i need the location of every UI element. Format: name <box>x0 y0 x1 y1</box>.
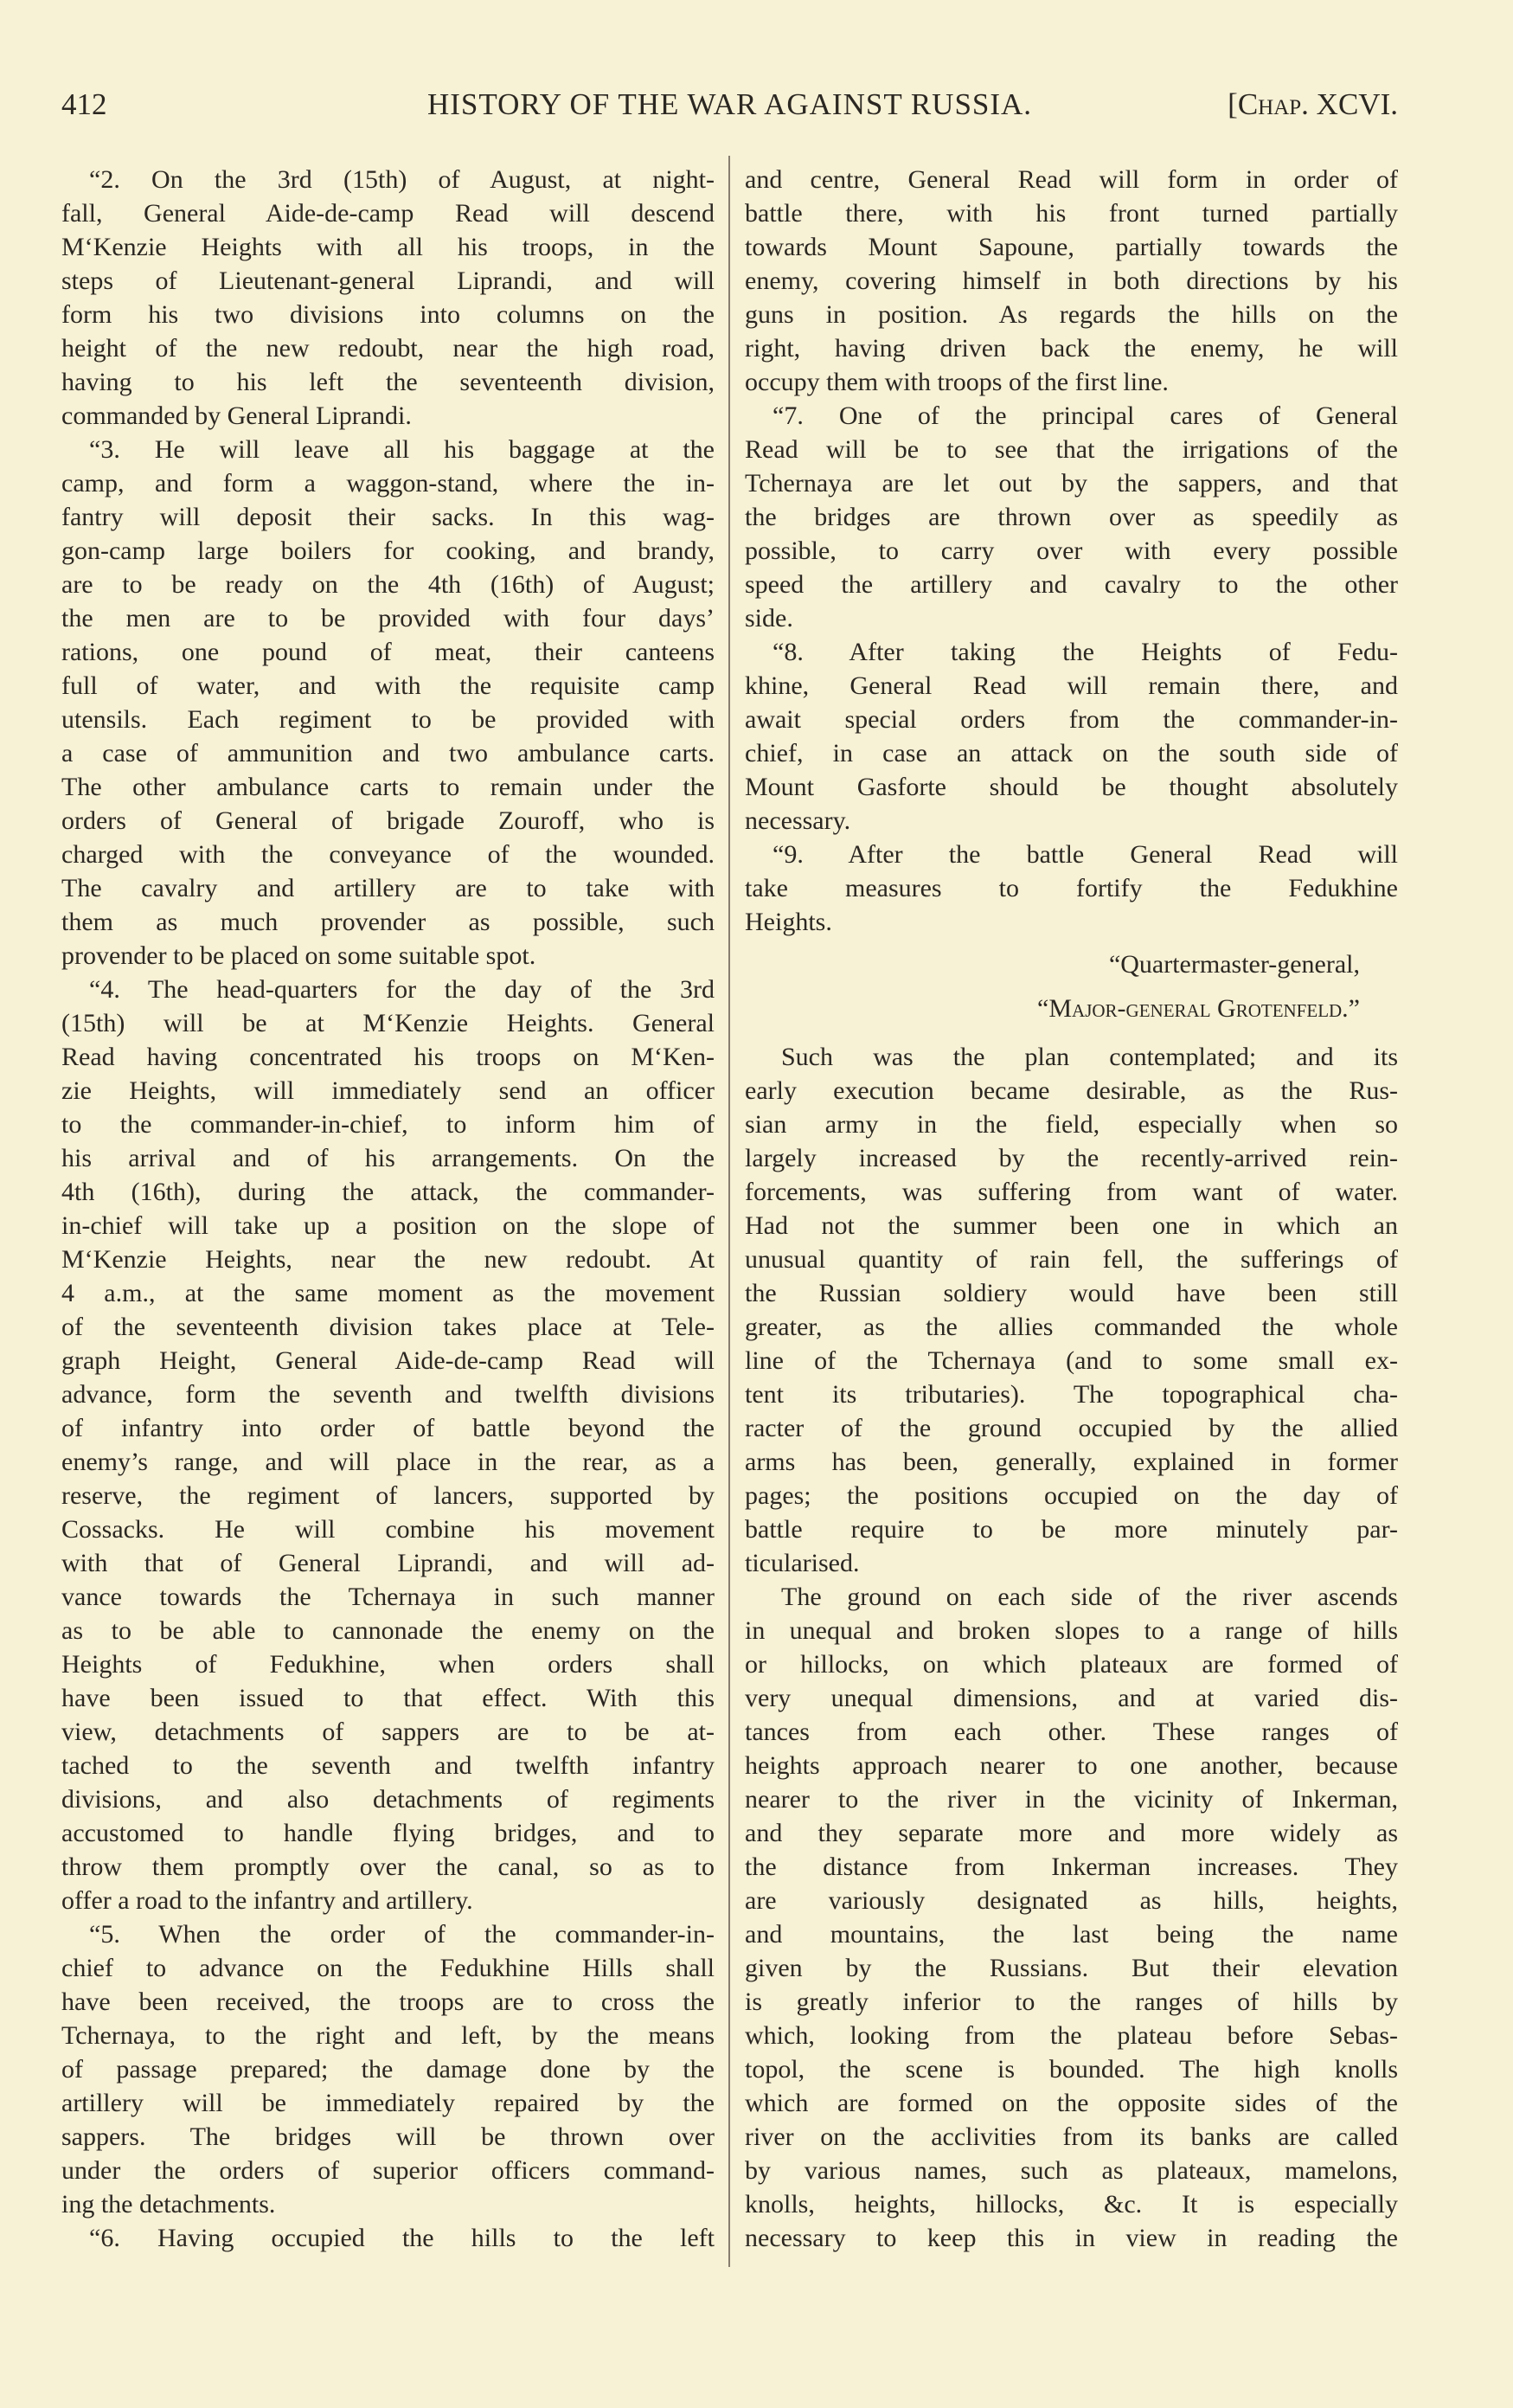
text-line: very unequal dimensions, and at varied dis- <box>745 1684 1398 1712</box>
signature-block <box>745 942 1398 1031</box>
text-line: The cavalry and artillery are to take with <box>61 874 715 902</box>
text-line: “9. After the battle General Read will <box>773 840 1398 869</box>
text-line: occupy them with troops of the first line. <box>745 368 1169 396</box>
text-line: to the commander-in-chief, to inform him of <box>61 1110 715 1139</box>
text-line: vance towards the Tchernaya in such manner <box>61 1583 715 1611</box>
text-line: forcements, was suffering from want of water. <box>745 1178 1398 1206</box>
signature-title: “Quartermaster-general, <box>1108 950 1360 979</box>
text-line: a case of ammunition and two ambulance carts. <box>61 739 715 767</box>
orders-continued <box>745 163 1398 939</box>
text-line: greater, as the allies commanded the whole <box>745 1313 1398 1341</box>
text-line: “4. The head-quarters for the day of the 3rd <box>89 975 715 1004</box>
text-line: as to be able to cannonade the enemy on the <box>61 1616 715 1645</box>
text-line: Read having concentrated his troops on M‘Ken- <box>61 1043 715 1071</box>
text-line: enemy’s range, and will place in the rear, as a <box>61 1448 715 1476</box>
text-line: early execution became desirable, as the Rus- <box>745 1076 1398 1105</box>
paragraph <box>745 1580 1398 2255</box>
text-line: with that of General Liprandi, and will ad- <box>61 1549 715 1577</box>
chapter-label: [Chap. XCVI. <box>1228 87 1398 121</box>
paragraph <box>61 163 715 433</box>
text-line: fantry will deposit their sacks. In this wag- <box>61 503 715 531</box>
text-line: gon-camp large boilers for cooking, and brandy, <box>61 536 715 565</box>
text-line: artillery will be immediately repaired by the <box>61 2089 715 2117</box>
text-line: tent its tributaries). The topographical cha- <box>745 1380 1398 1409</box>
text-line: chief, in case an attack on the south side of <box>745 739 1398 767</box>
text-line: utensils. Each regiment to be provided with <box>61 705 715 734</box>
text-line: await special orders from the commander-in- <box>745 705 1398 734</box>
text-line: battle require to be more minutely par- <box>745 1515 1398 1544</box>
text-line: is greatly inferior to the ranges of hills by <box>745 1987 1398 2016</box>
text-line: zie Heights, will immediately send an officer <box>61 1076 715 1105</box>
text-line: which are formed on the opposite sides of the <box>745 2089 1398 2117</box>
text-line: commanded by General Liprandi. <box>61 401 412 430</box>
text-line: “8. After taking the Heights of Fedu- <box>773 638 1398 666</box>
text-line: battle there, with his front turned partially <box>745 199 1398 228</box>
text-line: full of water, and with the requisite camp <box>61 671 715 700</box>
text-line: “3. He will leave all his baggage at the <box>89 435 715 464</box>
column-divider <box>728 156 730 2267</box>
text-line: The other ambulance carts to remain under the <box>61 773 715 801</box>
text-line: pages; the positions occupied on the day of <box>745 1481 1398 1510</box>
text-line: charged with the conveyance of the wounded. <box>61 840 715 869</box>
text-line: his arrival and of his arrangements. On the <box>61 1144 715 1172</box>
paragraph <box>61 973 715 1917</box>
text-line: the distance from Inkerman increases. They <box>745 1853 1398 1881</box>
text-line: The ground on each side of the river ascends <box>781 1583 1398 1611</box>
text-line: having to his left the seventeenth division, <box>61 368 715 396</box>
paragraph <box>745 399 1398 635</box>
text-line: 4th (16th), during the attack, the commander- <box>61 1178 715 1206</box>
page-number: 412 <box>61 87 107 121</box>
paragraph <box>745 1040 1398 1580</box>
text-line: fall, General Aide-de-camp Read will descend <box>61 199 715 228</box>
running-title: HISTORY OF THE WAR AGAINST RUSSIA. <box>426 87 1033 121</box>
text-line: tached to the seventh and twelfth infantry <box>61 1751 715 1780</box>
text-line: arms has been, generally, explained in former <box>745 1448 1398 1476</box>
text-line: ing the detachments. <box>61 2190 276 2219</box>
text-line: and centre, General Read will form in order of <box>745 165 1398 194</box>
text-line: and mountains, the last being the name <box>745 1920 1398 1949</box>
paragraph <box>745 163 1398 399</box>
text-line: possible, to carry over with every possible <box>745 536 1398 565</box>
text-line: and they separate more and more widely as <box>745 1819 1398 1847</box>
text-line: 4 a.m., at the same moment as the movement <box>61 1279 715 1307</box>
text-line: chief to advance on the Fedukhine Hills shall <box>61 1954 715 1982</box>
text-line: speed the artillery and cavalry to the other <box>745 570 1398 599</box>
text-line: provender to be placed on some suitable spot. <box>61 941 536 970</box>
right-column <box>745 163 1398 2255</box>
text-line: Tchernaya, to the right and left, by the means <box>61 2021 715 2050</box>
text-line: river on the acclivities from its banks are called <box>745 2122 1398 2151</box>
text-line: line of the Tchernaya (and to some small ex- <box>745 1346 1398 1375</box>
text-line: are to be ready on the 4th (16th) of August; <box>61 570 715 599</box>
text-line: (15th) will be at M‘Kenzie Heights. General <box>61 1009 715 1037</box>
text-line: Heights of Fedukhine, when orders shall <box>61 1650 715 1679</box>
text-line: advance, form the seventh and twelfth divisions <box>61 1380 715 1409</box>
text-line: “2. On the 3rd (15th) of August, at night- <box>89 165 715 194</box>
text-line: tances from each other. These ranges of <box>745 1718 1398 1746</box>
text-line: the bridges are thrown over as speedily as <box>745 503 1398 531</box>
text-line: necessary to keep this in view in reading the <box>745 2224 1398 2252</box>
text-line: M‘Kenzie Heights with all his troops, in the <box>61 233 715 261</box>
text-line: have been received, the troops are to cross the <box>61 1987 715 2016</box>
paragraph <box>61 433 715 973</box>
text-line: knolls, heights, hillocks, &c. It is especially <box>745 2190 1398 2219</box>
text-line: sappers. The bridges will be thrown over <box>61 2122 715 2151</box>
text-line: nearer to the river in the vicinity of Inkerman, <box>745 1785 1398 1814</box>
text-line: orders of General of brigade Zouroff, who is <box>61 806 715 835</box>
text-line: topol, the scene is bounded. The high knolls <box>745 2055 1398 2084</box>
paragraph <box>745 635 1398 838</box>
text-line: guns in position. As regards the hills on the <box>745 300 1398 329</box>
text-line: of infantry into order of battle beyond the <box>61 1414 715 1442</box>
text-line: unusual quantity of rain fell, the sufferings of <box>745 1245 1398 1274</box>
text-line: divisions, and also detachments of regiments <box>61 1785 715 1814</box>
text-line: height of the new redoubt, near the high road, <box>61 334 715 363</box>
text-line: of the seventeenth division takes place at Tele- <box>61 1313 715 1341</box>
text-line: Tchernaya are let out by the sappers, and that <box>745 469 1398 498</box>
text-line: towards Mount Sapoune, partially towards the <box>745 233 1398 261</box>
text-line: khine, General Read will remain there, and <box>745 671 1398 700</box>
text-line: rations, one pound of meat, their canteens <box>61 638 715 666</box>
text-line: “6. Having occupied the hills to the left <box>89 2224 715 2252</box>
text-line: the men are to be provided with four days’ <box>61 604 715 633</box>
text-line: racter of the ground occupied by the allied <box>745 1414 1398 1442</box>
text-line: largely increased by the recently-arrived rein- <box>745 1144 1398 1172</box>
text-line: in-chief will take up a position on the slope of <box>61 1211 715 1240</box>
text-line: M‘Kenzie Heights, near the new redoubt. At <box>61 1245 715 1274</box>
text-line: Mount Gasforte should be thought absolutely <box>745 773 1398 801</box>
text-line: offer a road to the infantry and artillery. <box>61 1886 473 1915</box>
text-line: accustomed to handle flying bridges, and to <box>61 1819 715 1847</box>
text-line: reserve, the regiment of lancers, supported by <box>61 1481 715 1510</box>
text-line: “5. When the order of the commander-in- <box>89 1920 715 1949</box>
text-line: Cossacks. He will combine his movement <box>61 1515 715 1544</box>
text-line: enemy, covering himself in both directions by his <box>745 266 1398 295</box>
text-line: are variously designated as hills, heights, <box>745 1886 1398 1915</box>
text-line: or hillocks, on which plateaux are formed of <box>745 1650 1398 1679</box>
text-line: Had not the summer been one in which an <box>745 1211 1398 1240</box>
text-line: necessary. <box>745 806 851 835</box>
text-line: sian army in the field, especially when so <box>745 1110 1398 1139</box>
text-line: them as much provender as possible, such <box>61 908 715 936</box>
narrative-text <box>745 1040 1398 2255</box>
paragraph <box>745 838 1398 939</box>
text-line: side. <box>745 604 793 633</box>
text-line: under the orders of superior officers command- <box>61 2156 715 2185</box>
text-line: ticularised. <box>745 1549 860 1577</box>
text-line: have been issued to that effect. With this <box>61 1684 715 1712</box>
running-header <box>61 83 1398 126</box>
text-line: form his two divisions into columns on the <box>61 300 715 329</box>
text-line: which, looking from the plateau before Sebas- <box>745 2021 1398 2050</box>
text-line: of passage prepared; the damage done by the <box>61 2055 715 2084</box>
text-line: view, detachments of sappers are to be at- <box>61 1718 715 1746</box>
text-line: throw them promptly over the canal, so as to <box>61 1853 715 1881</box>
text-line: Heights. <box>745 908 832 936</box>
text-line: “7. One of the principal cares of General <box>773 401 1398 430</box>
text-line: by various names, such as plateaux, mamelons, <box>745 2156 1398 2185</box>
signature-name: “Major-general Grotenfeld.” <box>1037 994 1360 1023</box>
text-line: Such was the plan contemplated; and its <box>781 1043 1398 1071</box>
text-line: the Russian soldiery would have been still <box>745 1279 1398 1307</box>
text-line: graph Height, General Aide-de-camp Read will <box>61 1346 715 1375</box>
left-column <box>61 163 715 2255</box>
paragraph <box>61 1917 715 2221</box>
text-line: steps of Lieutenant-general Liprandi, and will <box>61 266 715 295</box>
text-line: camp, and form a waggon-stand, where the in- <box>61 469 715 498</box>
text-line: given by the Russians. But their elevation <box>745 1954 1398 1982</box>
text-line: Read will be to see that the irrigations of the <box>745 435 1398 464</box>
text-line: heights approach nearer to one another, because <box>745 1751 1398 1780</box>
paragraph <box>61 2221 715 2255</box>
text-line: right, having driven back the enemy, he will <box>745 334 1398 363</box>
text-line: in unequal and broken slopes to a range of hills <box>745 1616 1398 1645</box>
text-line: take measures to fortify the Fedukhine <box>745 874 1398 902</box>
